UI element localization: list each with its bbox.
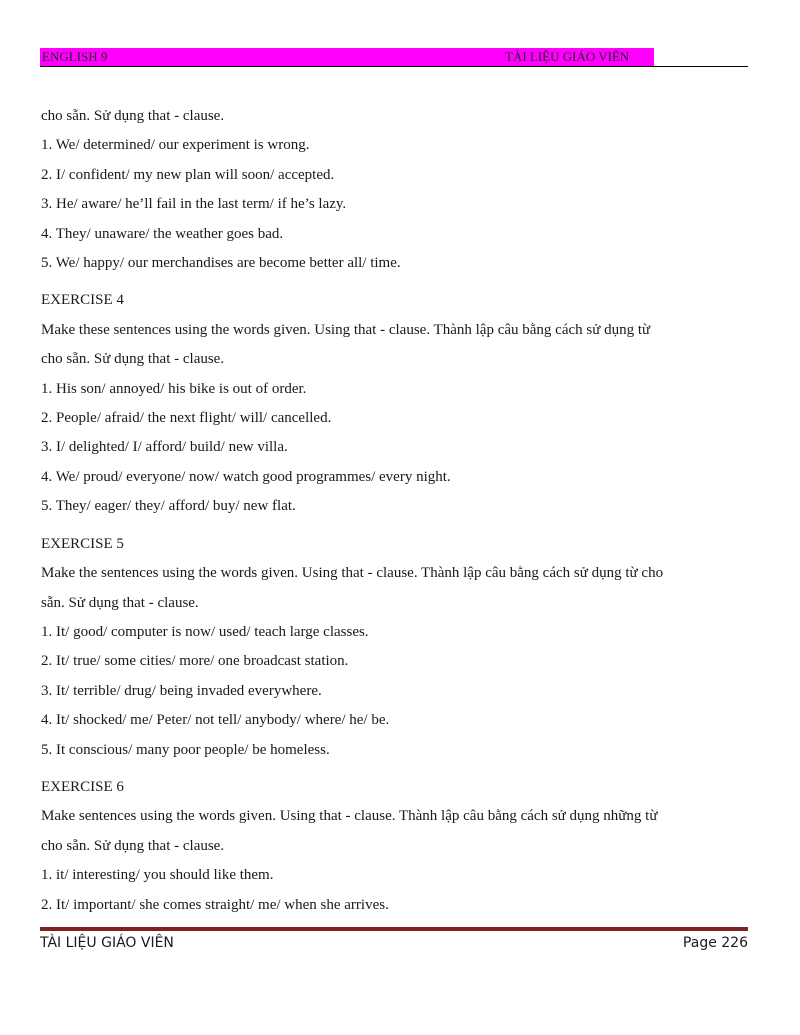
footer-doc-type: TÀI LIỆU GIÁO VIÊN: [40, 935, 174, 951]
exercise4-item: 2. People/ afraid/ the next flight/ will/ cancelled.: [41, 410, 332, 427]
exercise5-instruction: Make the sentences using the words given. Using that - clause. Thành lập câu bằng cách sử dụng từ cho: [41, 565, 664, 582]
exercise6-item: 2. It/ important/ she comes straight/ me/ when she arrives.: [41, 896, 389, 913]
exercise6-title: EXERCISE 6: [41, 778, 124, 795]
exercise6-instruction: Make sentences using the words given. Using that - clause. Thành lập câu bằng cách sử dụng những từ: [41, 808, 658, 825]
exercise6-instruction: cho sẵn. Sử dụng that - clause.: [41, 837, 225, 854]
exercise3-item: 1. We/ determined/ our experiment is wrong.: [41, 137, 310, 154]
exercise4-instruction: Make these sentences using the words given. Using that - clause. Thành lập câu bằng cách sử dụng từ: [41, 321, 651, 338]
page-content: [41, 102, 751, 920]
exercise4-instruction: cho sẵn. Sử dụng that - clause.: [41, 351, 225, 368]
exercise5-item: 5. It conscious/ many poor people/ be homeless.: [41, 741, 330, 758]
exercise3-item: 3. He/ aware/ he’ll fail in the last term/ if he’s lazy.: [41, 196, 347, 213]
exercise6-item: 1. it/ interesting/ you should like them.: [41, 867, 274, 884]
exercise5-item: 2. It/ true/ some cities/ more/ one broadcast station.: [41, 653, 349, 670]
exercise3-item: 5. We/ happy/ our merchandises are become better all/ time.: [41, 255, 401, 272]
exercise4-item: 3. I/ delighted/ I/ afford/ build/ new villa.: [41, 439, 288, 456]
exercise5-item: 1. It/ good/ computer is now/ used/ teach large classes.: [41, 623, 369, 640]
exercise4-item: 5. They/ eager/ they/ afford/ buy/ new flat.: [41, 498, 296, 515]
exercise3-item: 4. They/ unaware/ the weather goes bad.: [41, 225, 284, 242]
page-number: Page 226: [682, 935, 748, 951]
exercise4-item: 1. His son/ annoyed/ his bike is out of order.: [41, 380, 307, 397]
exercise4-item: 4. We/ proud/ everyone/ now/ watch good programmes/ every night.: [41, 468, 451, 485]
exercise3-instruction-continuation: cho sẵn. Sử dụng that - clause.: [41, 108, 225, 124]
exercise5-item: 4. It/ shocked/ me/ Peter/ not tell/ anybody/ where/ he/ be.: [41, 712, 390, 729]
header-doc-type: TÀI LIỆU GIÁO VIÊN: [505, 49, 630, 64]
page-header: [40, 48, 748, 67]
exercise5-item: 3. It/ terrible/ drug/ being invaded everywhere.: [41, 682, 322, 699]
exercise5-instruction: sẵn. Sử dụng that - clause.: [41, 594, 199, 611]
header-subject: ENGLISH 9: [42, 49, 108, 64]
exercise3-item: 2. I/ confident/ my new plan will soon/ accepted.: [41, 166, 335, 183]
exercise5-title: EXERCISE 5: [41, 535, 124, 552]
footer-rule: [40, 927, 748, 931]
exercise4-title: EXERCISE 4: [41, 292, 124, 309]
